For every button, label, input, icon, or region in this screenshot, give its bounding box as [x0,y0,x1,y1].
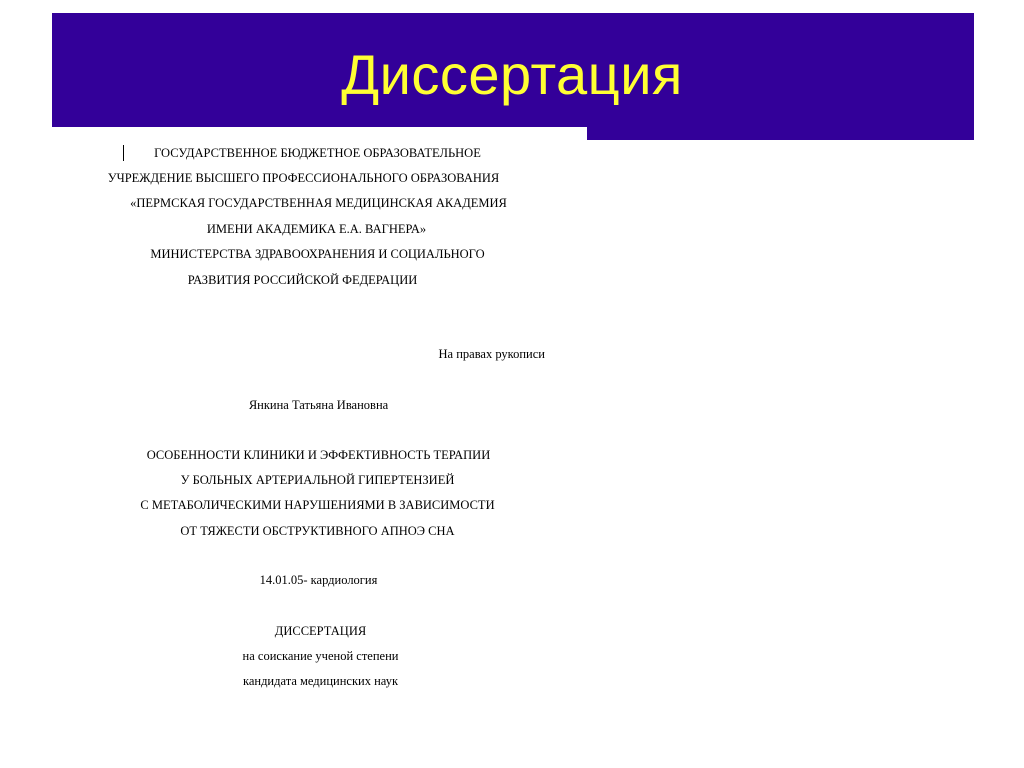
institution-line-1: ГОСУДАРСТВЕННОЕ БЮДЖЕТНОЕ ОБРАЗОВАТЕЛЬНОЕ [154,146,481,160]
thesis-title-line-1: ОСОБЕННОСТИ КЛИНИКИ И ЭФФЕКТИВНОСТЬ ТЕРАПИИ [146,448,491,462]
thesis-title-line-2: У БОЛЬНЫХ АРТЕРИАЛЬНОЙ ГИПЕРТЕНЗИЕЙ [180,473,455,487]
specialty: 14.01.05- кардиология [259,573,378,587]
institution-line-2: УЧРЕЖДЕНИЕ ВЫСШЕГО ПРОФЕССИОНАЛЬНОГО ОБРАЗОВАНИЯ [107,171,500,185]
institution-line-4: ИМЕНИ АКАДЕМИКА Е.А. ВАГНЕРА» [206,222,427,236]
degree-line-2: на соискание ученой степени [242,649,399,663]
degree-line-3: кандидата медицинских наук [242,674,399,688]
institution-line-5: МИНИСТЕРСТВА ЗДРАВООХРАНЕНИЯ И СОЦИАЛЬНОГО [150,247,485,261]
degree-line-1: ДИССЕРТАЦИЯ [274,624,367,638]
institution-line-3: «ПЕРМСКАЯ ГОСУДАРСТВЕННАЯ МЕДИЦИНСКАЯ АКАДЕМИЯ [130,196,507,210]
document-scan [52,127,587,717]
institution-line-6: РАЗВИТИЯ РОССИЙСКОЙ ФЕДЕРАЦИИ [187,273,418,287]
manuscript-rights: На правах рукописи [438,347,545,361]
thesis-title-line-3: С МЕТАБОЛИЧЕСКИМИ НАРУШЕНИЯМИ В ЗАВИСИМОСТИ [140,498,495,512]
slide-title: Диссертация [341,43,683,106]
thesis-title-line-4: ОТ ТЯЖЕСТИ ОБСТРУКТИВНОГО АПНОЭ СНА [180,524,455,538]
author-name: Янкина Татьяна Ивановна [248,398,389,412]
